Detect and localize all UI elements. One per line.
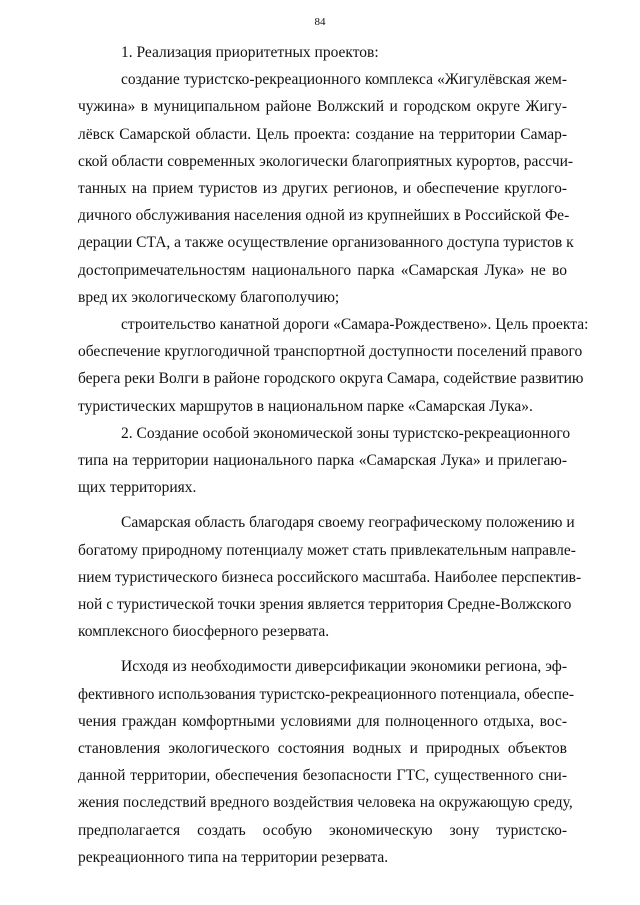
text-line: ной с туристической точки зрения является территория Средне-Волжского <box>78 596 572 614</box>
text-line: становления экологического состояния водных и природных объектов <box>78 740 567 758</box>
paragraph-diversification <box>78 653 575 871</box>
text-line: 2. Создание особой экономической зоны туристско-рекреационного <box>121 424 571 442</box>
paragraph-priority-projects-heading <box>78 39 567 66</box>
text-line: туристических маршрутов в национальном парке «Самарская Лука». <box>78 397 533 415</box>
text-line: чужина» в муниципальном районе Волжский и городском округе Жигу- <box>78 98 567 116</box>
paragraph-special-economic-zone <box>78 420 571 502</box>
body-text <box>78 39 589 871</box>
text-line: строительство канатной дороги «Самара-Рождествено». Цель проекта: <box>121 316 589 334</box>
text-line: комплексного биосферного резервата. <box>78 623 330 641</box>
page-number: 84 <box>314 16 326 28</box>
text-line: дерации СТА, а также осуществление организованного доступа туристов к <box>78 234 574 252</box>
text-line: вред их экологическому благополучию; <box>78 288 340 306</box>
text-line: достопримечательностям национального парка «Самарская Лука» не во <box>78 261 567 279</box>
text-line: богатому природному потенциалу может стать привлекательным направле- <box>78 541 576 559</box>
text-line: нием туристического бизнеса российского масштаба. Наиболее перспектив- <box>78 568 582 586</box>
paragraph-samara-region <box>78 509 582 645</box>
text-line: данной территории, обеспечения безопасности ГТС, существенного сни- <box>78 767 567 785</box>
text-line: берега реки Волги в районе городского округа Самара, содействие развитию <box>78 370 584 388</box>
text-line: предполагается создать особую экономическую зону туристско- <box>78 821 567 839</box>
text-line: рекреационного типа на территории резервата. <box>78 848 389 866</box>
text-line: ской области современных экологически благоприятных курортов, рассчи- <box>78 152 574 170</box>
text-line: создание туристско-рекреационного комплекса «Жигулёвская жем- <box>121 71 567 89</box>
text-line: дичного обслуживания населения одной из крупнейших в Российской Фе- <box>78 207 570 225</box>
text-line: 1. Реализация приоритетных проектов: <box>121 44 379 61</box>
text-line: чения граждан комфортными условиями для полноценного отдыха, вос- <box>78 712 567 730</box>
text-line: танных на прием туристов из других регионов, и обеспечение круглого- <box>78 180 567 198</box>
text-line: типа на территории национального парка «Самарская Лука» и прилегаю- <box>78 452 567 470</box>
text-line: Самарская область благодаря своему географическому положению и <box>121 514 575 532</box>
text-line: Исходя из необходимости диверсификации экономики региона, эф- <box>121 658 567 676</box>
text-line: щих территориях. <box>78 479 197 497</box>
text-line: обеспечение круглогодичной транспортной доступности поселений правого <box>78 343 583 361</box>
paragraph-zhigulevskaya-pearl <box>78 66 574 311</box>
text-line: фективного использования туристско-рекреационного потенциала, обеспе- <box>78 685 575 703</box>
paragraph-cable-car <box>78 311 589 420</box>
text-line: лёвск Самарской области. Цель проекта: создание на территории Самар- <box>78 125 567 143</box>
text-line: жения последствий вредного воздействия человека на окружающую среду, <box>78 794 573 812</box>
